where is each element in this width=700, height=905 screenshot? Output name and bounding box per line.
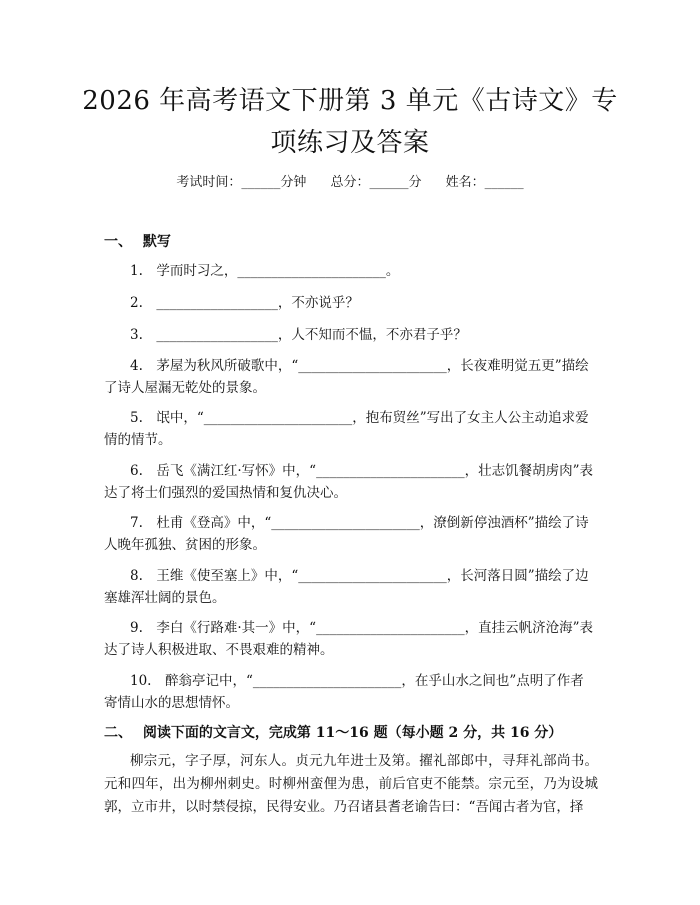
exam-name: 姓名：______	[445, 175, 524, 190]
section-1-title: 默写	[142, 234, 171, 250]
question-3: 3. __________________，人不知而不愠，不亦君子乎？	[130, 327, 467, 343]
question-2: 2. __________________，不亦说乎？	[130, 295, 359, 311]
section-1-heading	[104, 231, 171, 251]
title-line-2: 项练习及答案	[270, 128, 430, 158]
question-9: 9. 李白《行路难·其一》中，“______________________，直挂云帆济沧海”表达了诗人积极进取、不畏艰难的精神。	[104, 620, 593, 658]
question-6: 6. 岳飞《满江红·写怀》中，“______________________，壮志饥餐胡虏肉”表达了将士们强烈的爱国热情和复仇决心。	[104, 463, 593, 501]
exam-score: 总分：______分	[330, 175, 422, 190]
title-line-1: 2026 年高考语文下册第 3 单元《古诗文》专	[82, 86, 618, 116]
section-2-number: 二、	[104, 725, 132, 741]
reading-passage: 柳宗元，字子厚，河东人。贞元九年进士及第。擢礼部郎中，寻拜礼部尚书。元和四年，出为柳州刺史。时柳州蛮俚为患，前后官吏不能禁。宗元至，乃为设城郭，立市井，以时禁侵掠，民得安业。乃召诸县耆老谕告曰：“吾闻古者为官，择	[104, 753, 598, 815]
question-8: 8. 王维《使至塞上》中，“______________________，长河落日圆”描绘了边塞雄浑壮阔的景色。	[104, 568, 589, 606]
exam-info	[0, 171, 700, 190]
question-7: 7. 杜甫《登高》中，“______________________，潦倒新停浊酒杯”描绘了诗人晚年孤独、贫困的形象。	[104, 515, 589, 553]
question-4: 4. 茅屋为秋风所破歌中，“______________________，长夜难明觉五更”描绘了诗人屋漏无乾处的景象。	[104, 358, 589, 396]
section-2-title: 阅读下面的文言文，完成第 11～16 题（每小题 2 分，共 16 分）	[142, 725, 563, 741]
question-1: 1. 学而时习之，______________________。	[130, 263, 400, 279]
document-title	[70, 80, 630, 164]
exam-time: 考试时间：______分钟	[176, 175, 307, 190]
section-1-number: 一、	[104, 234, 132, 250]
section-2-heading	[104, 722, 562, 742]
question-5: 5. 氓中，“______________________，抱布贸丝”写出了女主人公主动追求爱情的情节。	[104, 410, 589, 448]
question-10: 10. 醉翁亭记中，“______________________，在乎山水之间也”点明了作者寄情山水的思想情怀。	[104, 673, 584, 711]
